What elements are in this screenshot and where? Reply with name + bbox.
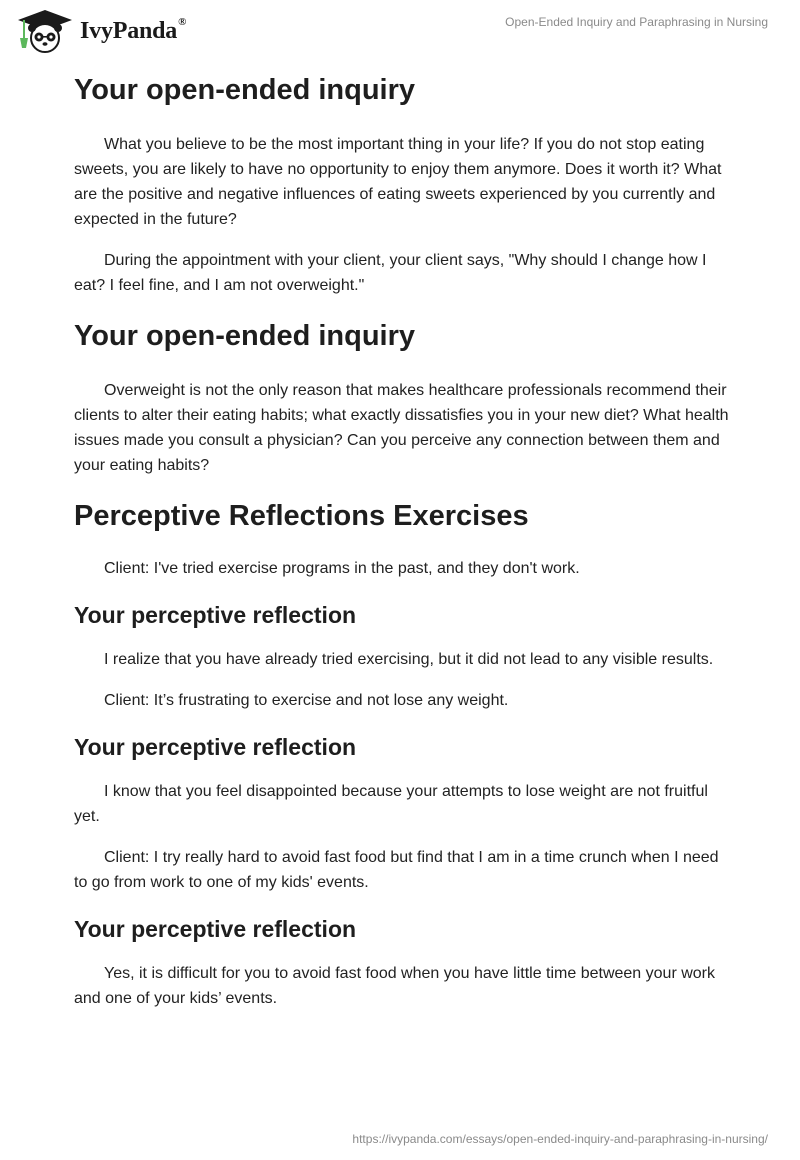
ivypanda-logo[interactable] <box>16 8 186 54</box>
section-heading: Your open-ended inquiry <box>74 74 416 106</box>
paragraph: Client: I try really hard to avoid fast food but find that I am in a time crunch when I need to go from work to one of my kids' events. <box>74 849 719 891</box>
paragraph: I know that you feel disappointed because your attempts to lose weight are not fruitful yet. <box>74 783 708 825</box>
paragraph: Yes, it is difficult for you to avoid fast food when you have little time between your work and one of your kids’ events. <box>74 965 715 1007</box>
paragraph: During the appointment with your client, your client says, "Why should I change how I eat? I feel fine, and I am not overweight." <box>74 252 707 294</box>
paragraph: Overweight is not the only reason that makes healthcare professionals recommend their clients to alter their eating habits; what exactly dissatisfies you in your new diet? What health issues made you consult a physician? Can you perceive any connection between them and your eating habits? <box>74 382 729 474</box>
paragraph: Client: I've tried exercise programs in the past, and they don't work. <box>104 560 580 577</box>
paragraph: What you believe to be the most important thing in your life? If you do not stop eating sweets, you are likely to have no opportunity to enjoy them anymore. Does it worth it? What are the positive and negative influences of eating sweets experienced by you currently and expected in the future? <box>74 136 722 228</box>
document-title: Open-Ended Inquiry and Paraphrasing in Nursing <box>505 15 768 29</box>
section-heading: Perceptive Reflections Exercises <box>74 500 529 532</box>
essay-content <box>74 70 734 1011</box>
paragraph: I realize that you have already tried exercising, but it did not lead to any visible results. <box>104 651 714 668</box>
subsection-heading: Your perceptive reflection <box>74 602 357 628</box>
page-header <box>0 0 800 56</box>
section-heading: Your open-ended inquiry <box>74 320 416 352</box>
subsection-heading: Your perceptive reflection <box>74 916 357 942</box>
brand-name: IvyPanda® <box>80 15 187 44</box>
source-url[interactable]: https://ivypanda.com/essays/open-ended-inquiry-and-paraphrasing-in-nursing/ <box>352 1132 768 1146</box>
paragraph: Client: It’s frustrating to exercise and not lose any weight. <box>104 692 509 709</box>
panda-graduate-icon <box>16 8 74 54</box>
subsection-heading: Your perceptive reflection <box>74 734 357 760</box>
